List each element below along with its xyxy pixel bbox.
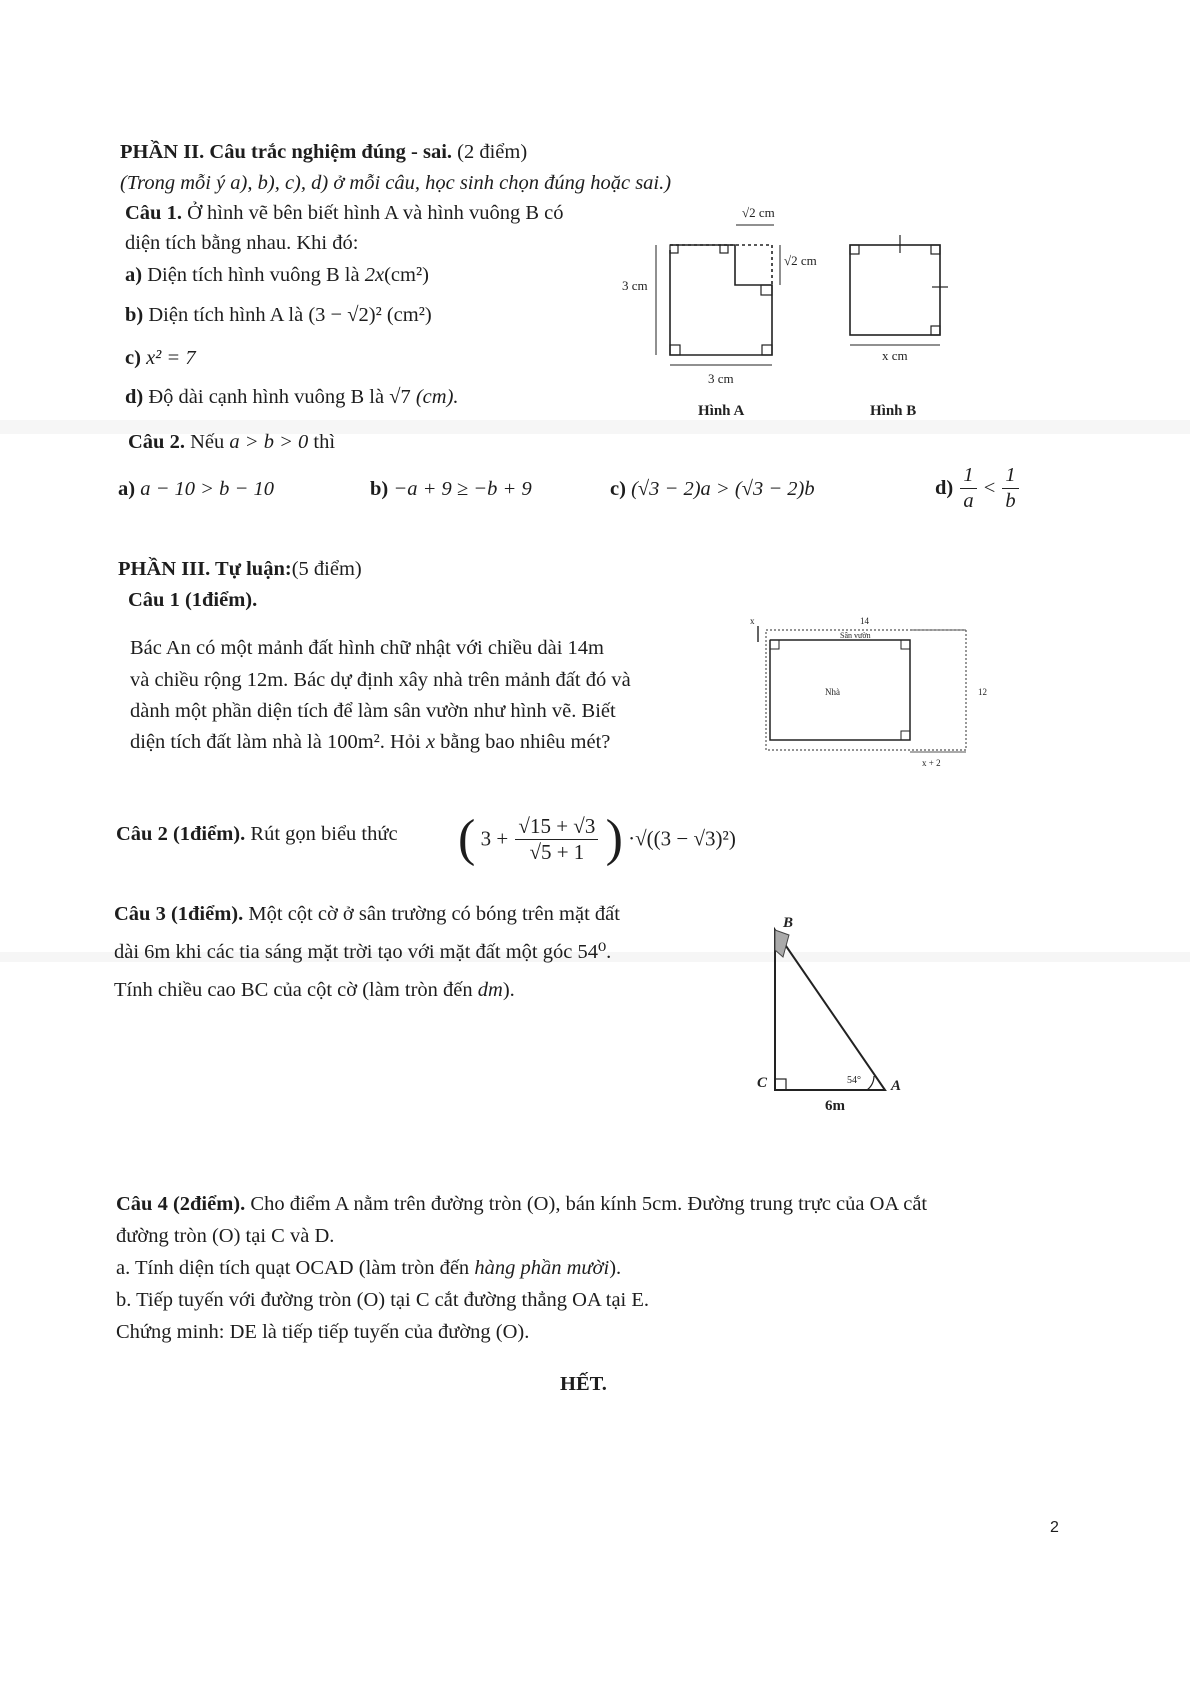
q1-stem-line2: diện tích bằng nhau. Khi đó: — [125, 232, 359, 254]
p3-q4-line2: đường tròn (O) tại C và D. — [116, 1225, 335, 1247]
base-label: 6m — [825, 1098, 845, 1114]
fig-b-caption: Hình B — [870, 403, 917, 419]
end-mark: HẾT. — [560, 1373, 607, 1395]
fig-a-caption: Hình A — [698, 403, 745, 419]
angle-label: 54° — [847, 1075, 861, 1086]
p3-q3-line1: Câu 3 (1điểm). Một cột cờ ở sân trường có bóng trên mặt đất — [114, 903, 620, 925]
p3-q1-line1: Bác An có một mảnh đất hình chữ nhật với chiều dài 14m — [130, 637, 604, 659]
p3-q4-line5: Chứng minh: DE là tiếp tiếp tuyến của đường (O). — [116, 1321, 530, 1343]
p3-q1-label: Câu 1 (1điểm). — [128, 589, 258, 611]
part2-heading: PHẦN II. Câu trắc nghiệm đúng - sai. (2 điểm) — [120, 141, 528, 163]
fig-a-right-label: √2 cm — [784, 253, 817, 268]
house-label: Nhà — [825, 687, 840, 697]
q1-option-b: b) Diện tích hình A là (3 − √2)² (cm²) — [125, 304, 432, 326]
fig-a-bottom-label: 3 cm — [708, 371, 734, 386]
land-left-label: x — [750, 616, 755, 626]
p3-q1-line2: và chiều rộng 12m. Bác dự định xây nhà trên mảnh đất đó và — [130, 669, 631, 691]
p3-q3-line3: Tính chiều cao BC của cột cờ (làm tròn đến dm). — [114, 979, 515, 1001]
p3-q4-line3: a. Tính diện tích quạt OCAD (làm tròn đến hàng phần mười). — [116, 1257, 622, 1279]
figure-a — [622, 205, 817, 419]
q1-figure — [622, 205, 1040, 430]
p3-q4-line1: Câu 4 (2điểm). Cho điểm A nằm trên đường tròn (O), bán kính 5cm. Đường trung trực của OA cắt — [116, 1193, 928, 1215]
p3-q1-line3: dành một phần diện tích để làm sân vườn như hình vẽ. Biết — [130, 700, 616, 722]
vertex-c-label: C — [757, 1075, 768, 1091]
land-top-label: 14 — [860, 616, 869, 626]
fig-b-bottom-label: x cm — [882, 348, 908, 363]
q1-stem-line1: Câu 1. Ở hình vẽ bên biết hình A và hình vuông B có — [125, 202, 564, 224]
figure-b — [850, 235, 948, 419]
p3-q1-line4: diện tích đất làm nhà là 100m². Hỏi x bằng bao nhiêu mét? — [130, 731, 611, 753]
page-number: 2 — [1050, 1519, 1059, 1536]
p3-q2-expression: ( 3 + $\frac{√15 + √3}{√5 + 1}$ ) ·√((3 − √3)²) — [458, 810, 736, 867]
land-right-label: 12 — [978, 687, 987, 697]
part2-instruction: (Trong mỗi ý a), b), c), d) ở mỗi câu, học sinh chọn đúng hoặc sai.) — [120, 172, 672, 194]
p3-q2-text: Câu 2 (1điểm). Rút gọn biểu thức — [116, 823, 398, 845]
vertex-b-label: B — [783, 915, 794, 931]
fig-a-left-label: 3 cm — [622, 278, 648, 293]
q2-option-d: d) $\frac{1}{a}$ < $\frac{1}{b}$ — [935, 463, 1021, 513]
q1-option-c: c) x² = 7 — [125, 347, 196, 369]
q2-option-c: c) (√3 − 2)a > (√3 − 2)b — [610, 478, 815, 500]
fig-a-top-label: √2 cm — [742, 205, 775, 220]
q2-option-a: a) a − 10 > b − 10 — [118, 478, 274, 500]
garden-label: Sân vườn — [840, 631, 871, 640]
q1-option-a: a) Diện tích hình vuông B là 2x(cm²) — [125, 264, 429, 286]
land-bottom-label: x + 2 — [922, 758, 941, 768]
part3-heading: PHẦN III. Tự luận:(5 điểm) — [118, 558, 362, 580]
vertex-a-label: A — [891, 1078, 902, 1094]
q2-stem: Câu 2. Nếu a > b > 0 thì — [128, 431, 336, 453]
q1-option-d: d) Độ dài cạnh hình vuông B là √7 (cm). — [125, 386, 459, 408]
p3-q3-line2: dài 6m khi các tia sáng mặt trời tạo với mặt đất một góc 54⁰. — [114, 941, 612, 963]
p3-q4-line4: b. Tiếp tuyến với đường tròn (O) tại C cắt đường thẳng OA tại E. — [116, 1289, 650, 1311]
p3-q3-figure — [755, 905, 930, 1120]
p3-q1-figure — [750, 610, 1000, 768]
q2-option-b: b) −a + 9 ≥ −b + 9 — [370, 478, 532, 500]
